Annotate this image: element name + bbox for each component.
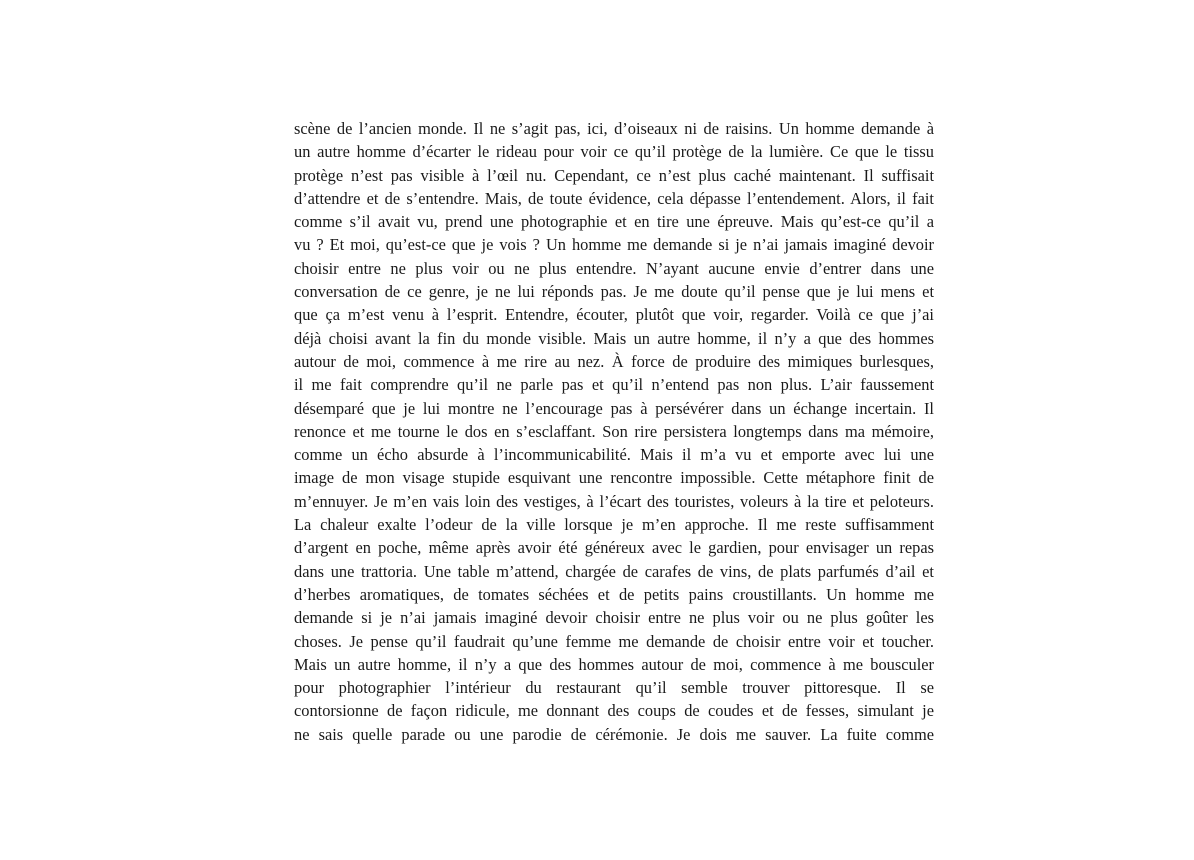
text-line: scène de l’ancien monde. Il ne s’agit pas, ici, d’oiseaux ni de raisins. Un homme demande à [294, 119, 934, 138]
text-line: d’argent en poche, même après avoir été généreux avec le gardien, pour envisager un repas [294, 538, 934, 558]
text-line: autour de moi, commence à me rire au nez. À force de produire des mimiques burlesques, [294, 351, 934, 371]
text-line: image de mon visage stupide esquivant une rencontre impossible. Cette métaphore finit de [294, 468, 934, 488]
text-line: Mais un autre homme, il n’y a que des hommes autour de moi, commence à me bousculer [294, 654, 934, 674]
text-line: un autre homme d’écarter le rideau pour voir ce qu’il protège de la lumière. Ce que le tissu [294, 142, 934, 162]
text-line: La chaleur exalte l’odeur de la ville lorsque je m’en approche. Il me reste suffisamment [294, 515, 934, 535]
text-line: m’ennuyer. Je m’en vais loin des vestiges, à l’écart des touristes, voleurs à la tire et peloteurs. [294, 491, 934, 511]
text-line: il me fait comprendre qu’il ne parle pas et qu’il n’entend pas non plus. L’air faussement [294, 375, 934, 395]
text-line: d’herbes aromatiques, de tomates séchées et de petits pains croustillants. Un homme me [294, 584, 934, 604]
text-line: d’attendre et de s’entendre. Mais, de toute évidence, cela dépasse l’entendement. Alors, il fait [294, 188, 934, 208]
text-line: protège n’est pas visible à l’œil nu. Cependant, ce n’est plus caché maintenant. Il suffisait [294, 165, 934, 185]
text-line: désemparé que je lui montre ne l’encourage pas à persévérer dans un échange incertain. Il [294, 398, 934, 418]
text-line: déjà choisi avant la fin du monde visible. Mais un autre homme, il n’y a que des hommes [294, 328, 934, 348]
text-line: que ça m’est venu à l’esprit. Entendre, écouter, plutôt que voir, regarder. Voilà ce que j’ai [294, 305, 934, 325]
text-line: dans une trattoria. Une table m’attend, chargée de carafes de vins, de plats parfumés d’ail et [294, 561, 934, 581]
text-line: conversation de ce genre, je ne lui réponds pas. Je me doute qu’il pense que je lui mens et [294, 282, 934, 302]
text-line: vu ? Et moi, qu’est-ce que je vois ? Un homme me demande si je n’ai jamais imaginé devoir [294, 235, 934, 255]
text-line: renonce et me tourne le dos en s’esclaffant. Son rire persistera longtemps dans ma mémoire, [294, 421, 934, 441]
text-line: comme s’il avait vu, prend une photographie et en tire une épreuve. Mais qu’est-ce qu’il a [294, 212, 934, 232]
text-line: choisir entre ne plus voir ou ne plus entendre. N’ayant aucune envie d’entrer dans une [294, 258, 934, 278]
text-line: pour photographier l’intérieur du restaurant qu’il semble trouver pittoresque. Il se [294, 678, 934, 698]
text-line: demande si je n’ai jamais imaginé devoir choisir entre ne plus voir ou ne plus goûter les [294, 608, 934, 628]
text-line: choses. Je pense qu’il faudrait qu’une femme me demande de choisir entre voir et toucher. [294, 631, 934, 651]
text-line: contorsionne de façon ridicule, me donnant des coups de coudes et de fesses, simulant je [294, 701, 934, 721]
text-line: comme un écho absurde à l’incommunicabilité. Mais il m’a vu et emporte avec lui une [294, 445, 934, 465]
text-line: ne sais quelle parade ou une parodie de cérémonie. Je dois me sauver. La fuite comme [294, 724, 934, 744]
body-text [294, 117, 934, 746]
